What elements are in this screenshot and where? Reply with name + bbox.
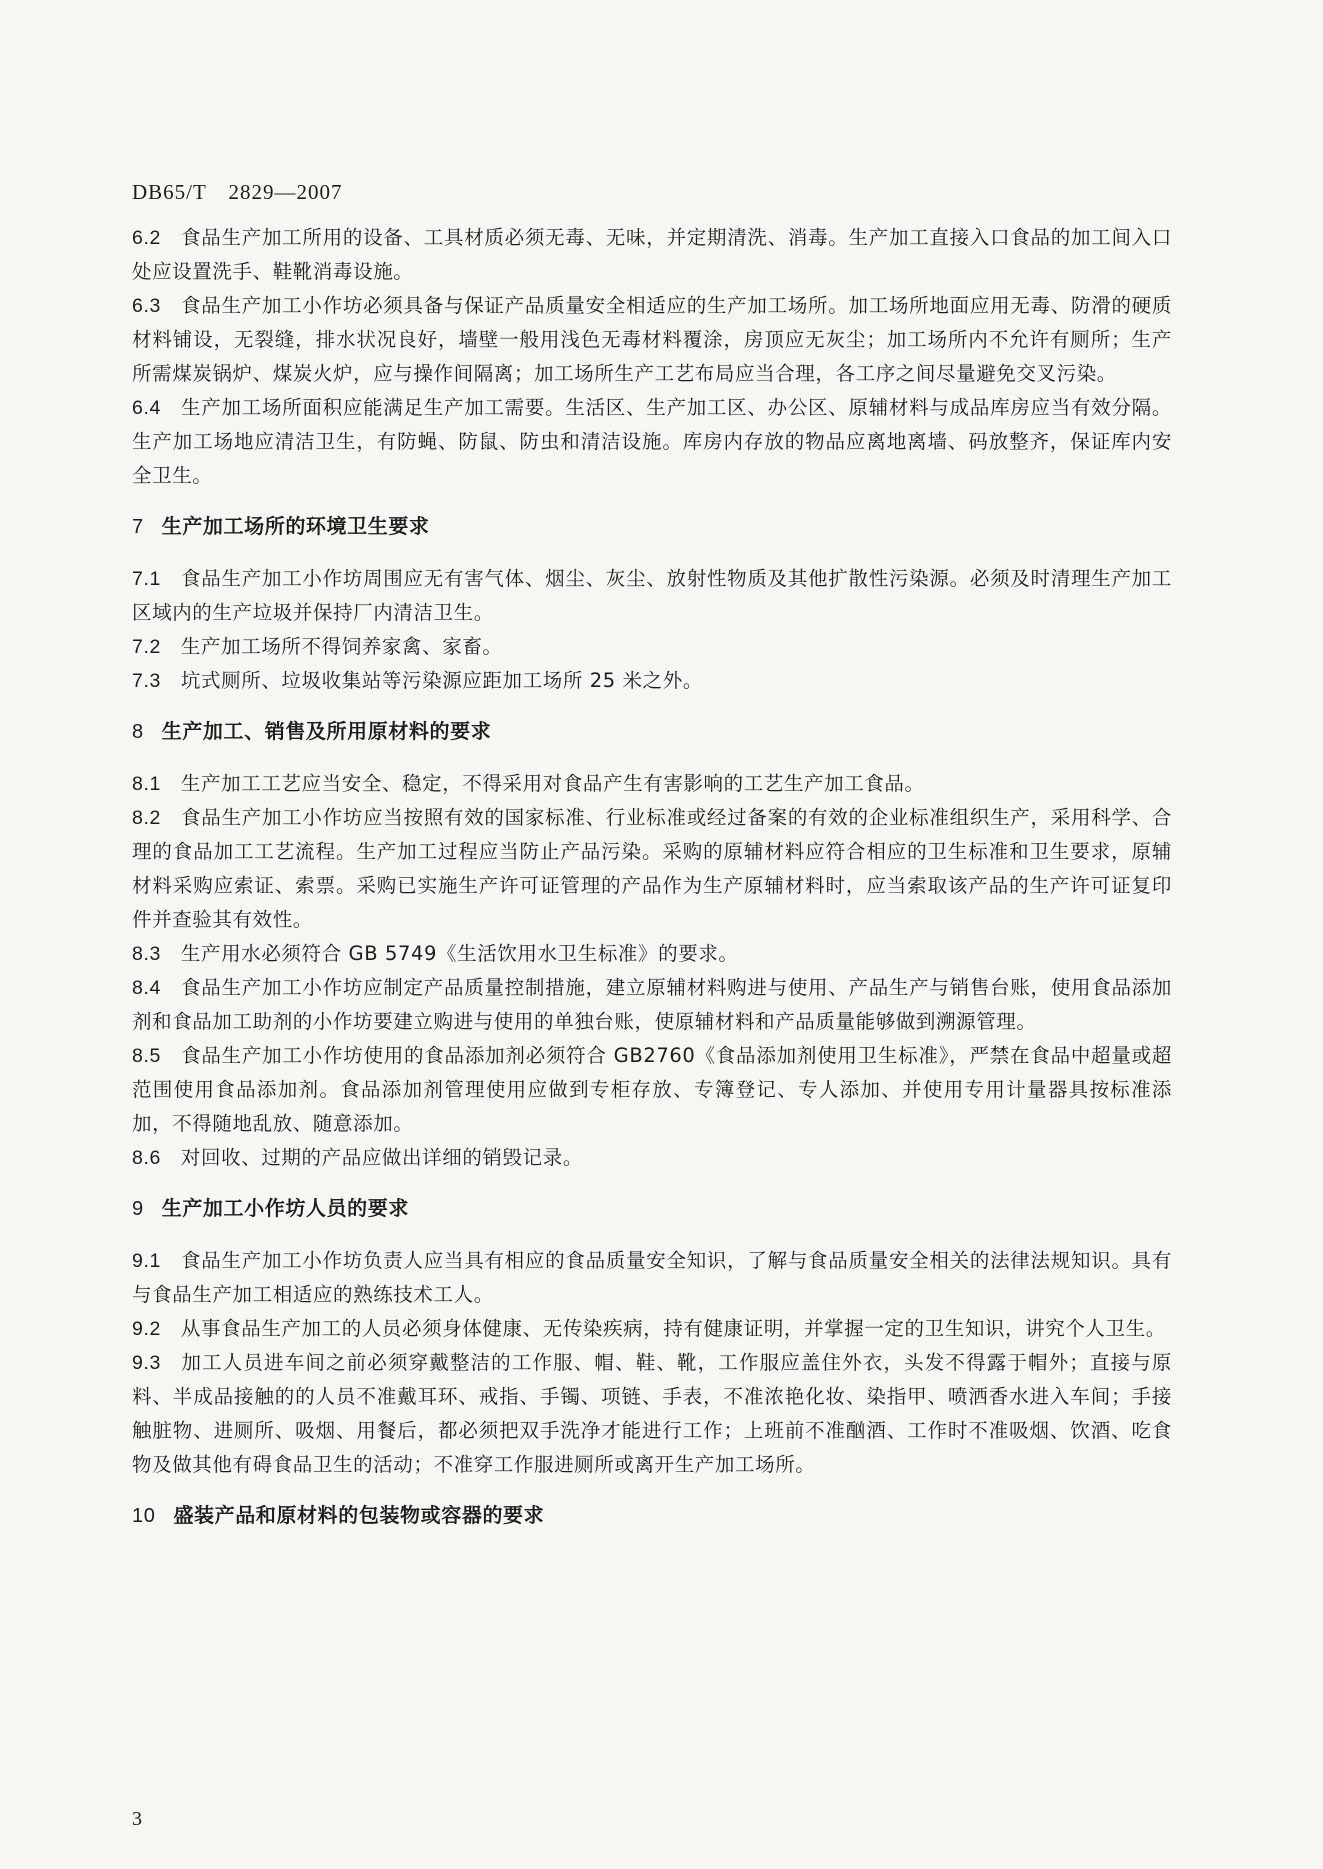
clause-paragraph [132, 562, 1172, 630]
clause-number: 8.4 [132, 977, 161, 999]
clause-paragraph [132, 664, 1172, 698]
clause-paragraph [132, 971, 1172, 1039]
clause-text: 食品生产加工所用的设备、工具材质必须无毒、无味，并定期清洗、消毒。生产加工直接入口食品的加工间入口处应设置洗手、鞋靴消毒设施。 [132, 226, 1172, 283]
clause-text: 生产加工场所不得饲养家禽、家畜。 [180, 635, 503, 658]
clause-paragraph [132, 1346, 1172, 1482]
clause-number: 9.3 [132, 1352, 161, 1374]
clause-text: 食品生产加工小作坊应制定产品质量控制措施，建立原辅材料购进与使用、产品生产与销售台账，使用食品添加剂和食品加工助剂的小作坊要建立购进与使用的单独台账，使原辅材料和产品质量能够做到溯源管理。 [132, 976, 1172, 1033]
section-title: 生产加工场所的环境卫生要求 [161, 514, 430, 538]
clause-number: 8.3 [132, 943, 161, 965]
section-title: 盛装产品和原材料的包装物或容器的要求 [173, 1503, 545, 1527]
clause-paragraph [132, 1039, 1172, 1141]
clause-paragraph [132, 1141, 1172, 1175]
clause-number: 9.1 [132, 1250, 161, 1272]
clause-paragraph [132, 1244, 1172, 1312]
clause-number: 8.6 [132, 1147, 161, 1169]
section-heading [132, 1191, 1172, 1226]
clause-text: 坑式厕所、垃圾收集站等污染源应距加工场所 25 米之外。 [180, 669, 703, 692]
clause-number: 9.2 [132, 1318, 161, 1340]
section-title: 生产加工、销售及所用原材料的要求 [161, 719, 492, 743]
clause-number: 8.2 [132, 807, 161, 829]
standard-code-header: DB65/T 2829—2007 [132, 180, 343, 204]
section-title: 生产加工小作坊人员的要求 [161, 1196, 409, 1220]
clause-paragraph [132, 221, 1172, 289]
document-body [132, 221, 1172, 1551]
section-number: 10 [132, 1505, 156, 1527]
clause-number: 7.2 [132, 636, 161, 658]
clause-text: 加工人员进车间之前必须穿戴整洁的工作服、帽、鞋、靴，工作服应盖住外衣，头发不得露于帽外；直接与原料、半成品接触的的人员不准戴耳环、戒指、手镯、项链、手表，不准浓艳化妆、染指甲、喷洒香水进入车间；手接触脏物、进厕所、吸烟、用餐后，都必须把双手洗净才能进行工作；上班前不准酗酒、工作时不准吸烟、饮酒、吃食物及做其他有碍食品卫生的活动；不准穿工作服进厕所或离开生产加工场所。 [132, 1351, 1172, 1476]
section-number: 7 [132, 516, 144, 538]
section-number: 9 [132, 1198, 144, 1220]
clause-text: 从事食品生产加工的人员必须身体健康、无传染疾病，持有健康证明，并掌握一定的卫生知识，讲究个人卫生。 [180, 1317, 1166, 1340]
clause-text: 食品生产加工小作坊使用的食品添加剂必须符合 GB2760《食品添加剂使用卫生标准》，严禁在食品中超量或超范围使用食品添加剂。食品添加剂管理使用应做到专柜存放、专簿登记、专人添加、并使用专用计量器具按标准添加，不得随地乱放、随意添加。 [132, 1044, 1172, 1135]
section-heading [132, 509, 1172, 544]
clause-number: 8.1 [132, 773, 161, 795]
clause-number: 6.3 [132, 295, 161, 317]
clause-text: 食品生产加工小作坊应当按照有效的国家标准、行业标准或经过备案的有效的企业标准组织生产，采用科学、合理的食品加工工艺流程。生产加工过程应当防止产品污染。采购的原辅材料应符合相应的卫生标准和卫生要求，原辅材料采购应索证、索票。采购已实施生产许可证管理的产品作为生产原辅材料时，应当索取该产品的生产许可证复印件并查验其有效性。 [132, 806, 1172, 931]
section-number: 8 [132, 721, 144, 743]
section-heading [132, 1498, 1172, 1533]
clause-paragraph [132, 937, 1172, 971]
clause-paragraph [132, 630, 1172, 664]
clause-paragraph [132, 391, 1172, 493]
clause-text: 对回收、过期的产品应做出详细的销毁记录。 [180, 1146, 583, 1169]
clause-text: 食品生产加工小作坊负责人应当具有相应的食品质量安全知识，了解与食品质量安全相关的法律法规知识。具有与食品生产加工相适应的熟练技术工人。 [132, 1249, 1172, 1306]
clause-text: 食品生产加工小作坊必须具备与保证产品质量安全相适应的生产加工场所。加工场所地面应用无毒、防滑的硬质材料铺设，无裂缝，排水状况良好，墙壁一般用浅色无毒材料覆涂，房顶应无灰尘；加工场所内不允许有厕所；生产所需煤炭锅炉、煤炭火炉，应与操作间隔离；加工场所生产工艺布局应当合理，各工序之间尽量避免交叉污染。 [132, 294, 1172, 385]
clause-number: 8.5 [132, 1045, 161, 1067]
section-heading [132, 714, 1172, 749]
clause-text: 生产加工场所面积应能满足生产加工需要。生活区、生产加工区、办公区、原辅材料与成品库房应当有效分隔。生产加工场地应清洁卫生，有防蝇、防鼠、防虫和清洁设施。库房内存放的物品应离地离墙、码放整齐，保证库内安全卫生。 [132, 396, 1172, 487]
clause-paragraph [132, 1312, 1172, 1346]
clause-number: 7.3 [132, 670, 161, 692]
clause-text: 生产用水必须符合 GB 5749《生活饮用水卫生标准》的要求。 [180, 942, 739, 965]
clause-paragraph [132, 767, 1172, 801]
clause-number: 6.4 [132, 397, 161, 419]
clause-number: 6.2 [132, 227, 161, 249]
clause-number: 7.1 [132, 568, 161, 590]
clause-text: 食品生产加工小作坊周围应无有害气体、烟尘、灰尘、放射性物质及其他扩散性污染源。必须及时清理生产加工区域内的生产垃圾并保持厂内清洁卫生。 [132, 567, 1172, 624]
clause-text: 生产加工工艺应当安全、稳定，不得采用对食品产生有害影响的工艺生产加工食品。 [180, 772, 925, 795]
clause-paragraph [132, 289, 1172, 391]
page-number: 3 [132, 1808, 142, 1830]
clause-paragraph [132, 801, 1172, 937]
